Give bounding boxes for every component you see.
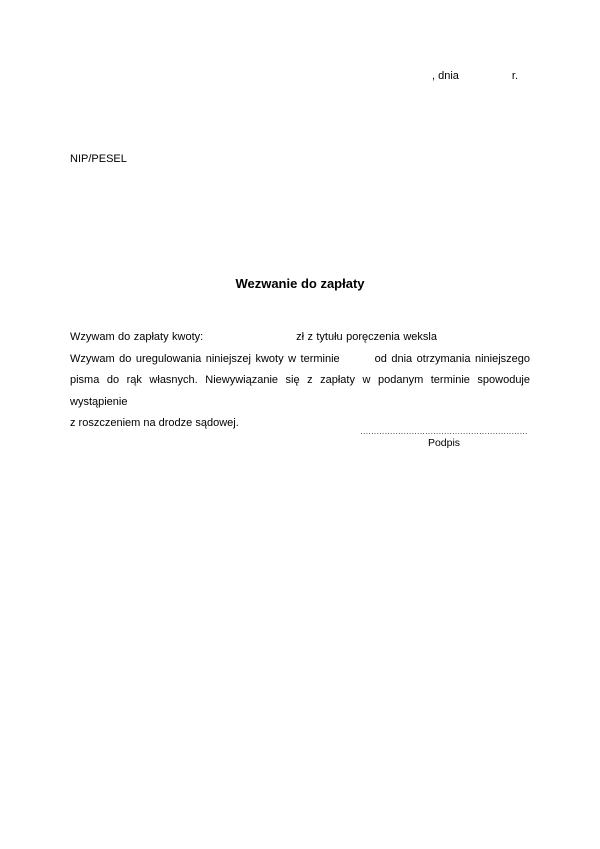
body-line-1-right: zł z tytułu poręczenia weksla: [296, 331, 437, 343]
document-title: Wezwanie do zapłaty: [235, 276, 365, 291]
body-line-1: [70, 327, 437, 349]
signature-label: Podpis: [427, 437, 461, 449]
signature-dotted-line: ..............................................................: [360, 427, 528, 436]
signature-block: [358, 427, 530, 450]
body-line-2-left: Wzywam do uregulowania niniejszej kwoty w terminie: [70, 352, 340, 365]
date-year-suffix: r.: [511, 70, 519, 82]
body-line-1-left: Wzywam do zapłaty kwoty:: [70, 331, 204, 343]
body-line-2: [70, 349, 530, 371]
amount-fill-blank: [207, 339, 293, 340]
term-fill-blank: [344, 361, 370, 362]
body-line-4: z roszczeniem na drodze sądowej.: [70, 417, 239, 430]
nip-pesel-label: NIP/PESEL: [70, 153, 127, 165]
date-prefix: , dnia: [432, 70, 459, 82]
body-paragraph: [70, 327, 530, 435]
body-line-3: pisma do rąk własnych. Niewywiązanie się z zapłaty w podanym terminie spowoduje wystąpienie: [70, 374, 530, 408]
date-line: [432, 69, 518, 83]
body-line-2-right: od dnia otrzymania niniejszego: [374, 352, 530, 365]
